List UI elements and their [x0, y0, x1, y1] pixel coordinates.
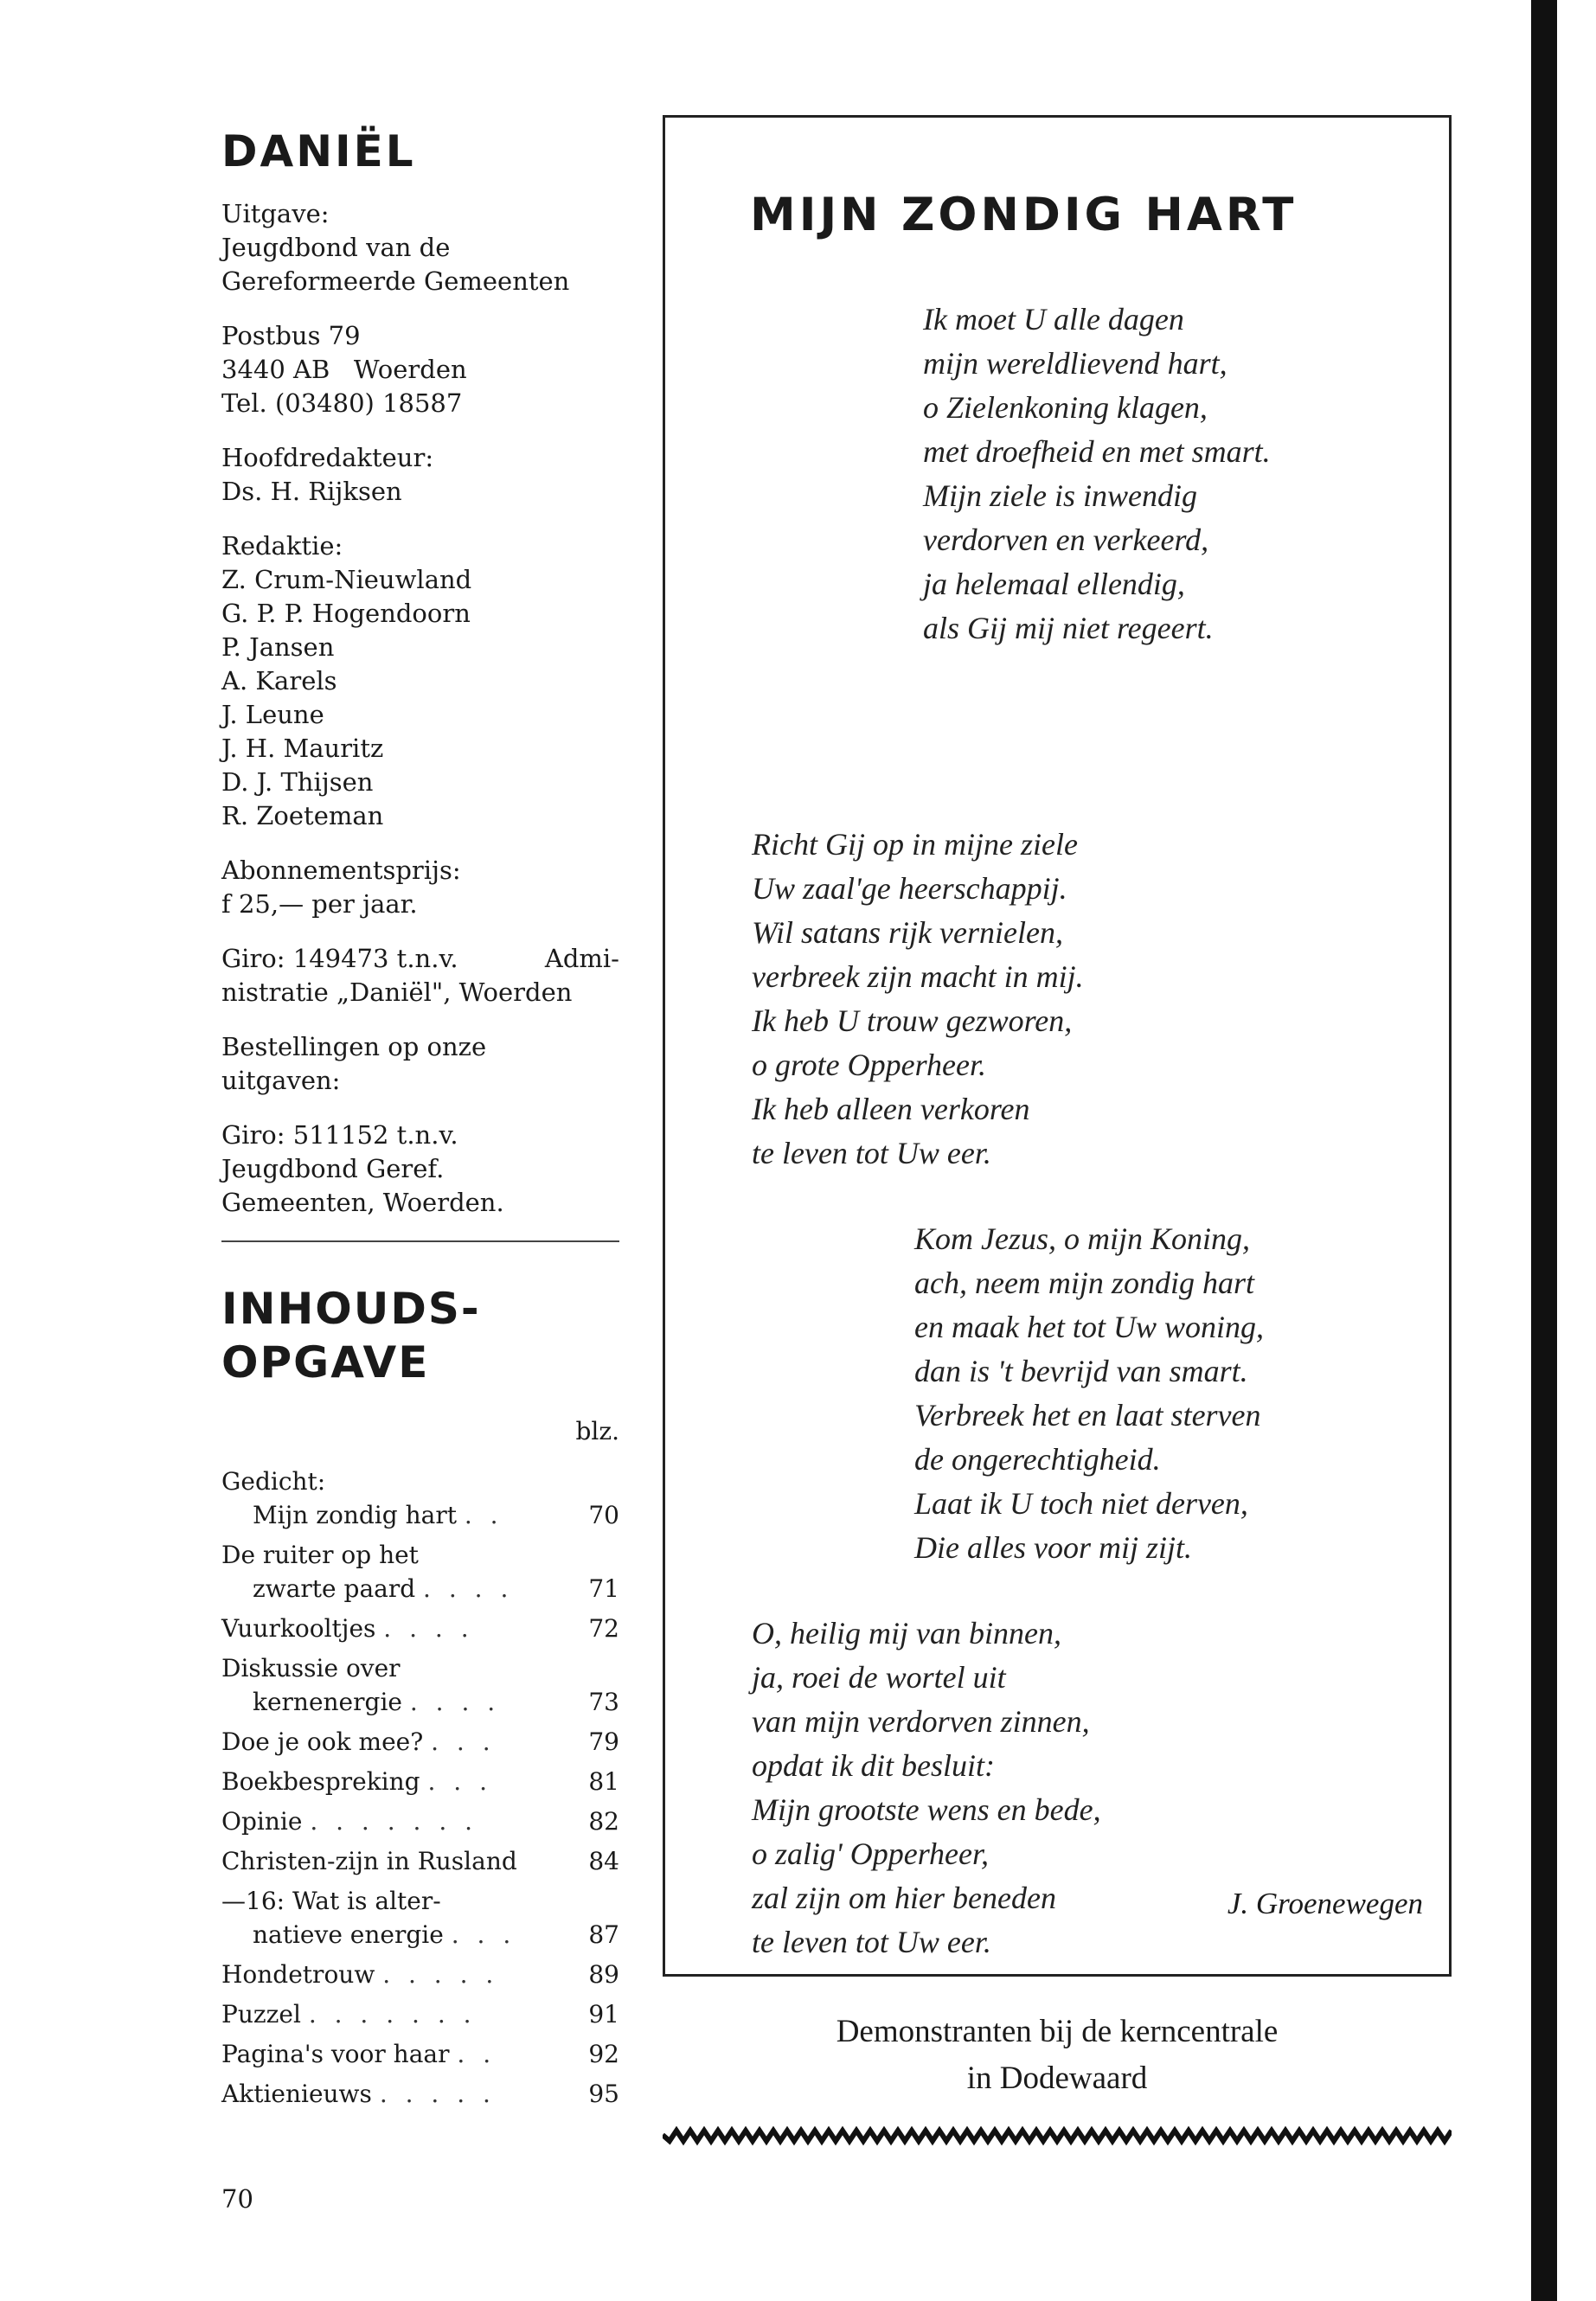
- toc-entry: [221, 1997, 619, 2031]
- toc-entry-label: Vuurkooltjes: [221, 1614, 376, 1643]
- toc-entry-label: zwarte paard: [253, 1574, 416, 1603]
- giro-block: [221, 942, 619, 1009]
- orders-giro: Giro: 511152 t.n.v.: [221, 1120, 458, 1150]
- toc-leader-dots: . . . . . . .: [308, 2000, 477, 2029]
- orders-giro-block: [221, 1118, 619, 1220]
- toc-entry-label: Boekbespreking: [221, 1767, 420, 1796]
- subscription-label: Abonnementsprijs:: [221, 856, 461, 885]
- publisher-line: Gereformeerde Gemeenten: [221, 266, 570, 296]
- toc-entry: [221, 1804, 619, 1838]
- toc-entry-line: [221, 1958, 619, 1991]
- poem-line: Uw zaal'ge heerschappij.: [752, 871, 1067, 906]
- toc-entry-label: natieve energie: [253, 1920, 444, 1949]
- toc-entry-title: —16: Wat is alter-: [221, 1887, 441, 1915]
- orders-line: Gemeenten, Woerden.: [221, 1188, 504, 1217]
- poem-line: Richt Gij op in mijne ziele: [752, 827, 1078, 862]
- toc-page-number: 81: [588, 1767, 619, 1796]
- poem-line: mijn wereldlievend hart,: [923, 346, 1227, 381]
- toc-page-number: 82: [588, 1807, 619, 1836]
- toc-entry-line: [221, 1572, 619, 1606]
- toc-leader-dots: . . . . .: [382, 1960, 499, 1989]
- toc-entry-title: Gedicht:: [221, 1467, 326, 1496]
- redaction-member: P. Jansen: [221, 632, 335, 662]
- poem-line: Die alles voor mij zijt.: [914, 1530, 1192, 1565]
- photo-caption: [663, 2009, 1452, 2102]
- left-column: [221, 126, 619, 2117]
- phone-line: Tel. (03480) 18587: [221, 388, 463, 418]
- toc-entry-label: Opinie: [221, 1807, 303, 1836]
- toc-page-number: 91: [588, 2000, 619, 2029]
- redaction-member: R. Zoeteman: [221, 801, 384, 830]
- toc-entry: [221, 2037, 619, 2071]
- giro-admin-hyphen: Admi-: [544, 944, 619, 973]
- orders-line: Jeugdbond Geref.: [221, 1154, 445, 1183]
- toc-entry: [221, 1651, 619, 1719]
- toc-entry: [221, 1725, 619, 1759]
- toc-page-number: 89: [588, 1960, 619, 1989]
- toc-title: [221, 1282, 619, 1389]
- redaction-member: A. Karels: [221, 666, 337, 695]
- editor-label: Hoofdredakteur:: [221, 443, 434, 472]
- toc-title-line: INHOUDS-: [221, 1284, 481, 1334]
- toc-entry: [221, 1538, 619, 1606]
- toc-entry-line: [221, 1804, 619, 1838]
- poem-line: Laat ik U toch niet derven,: [914, 1486, 1248, 1521]
- toc-entry: [221, 1612, 619, 1645]
- toc-leader-dots: . . . .: [383, 1614, 474, 1643]
- toc-entry: [221, 1765, 619, 1798]
- poem-line: Verbreek het en laat sterven: [914, 1398, 1261, 1433]
- caption-line: in Dodewaard: [966, 2061, 1148, 2096]
- subscription-price: f 25,— per jaar.: [221, 889, 418, 919]
- toc-entry-line: [221, 1918, 619, 1952]
- poem-stanza-1: [923, 298, 1271, 651]
- poem-line: Ik moet U alle dagen: [923, 302, 1184, 336]
- poem-line: o grote Opperheer.: [752, 1048, 986, 1082]
- orders-block: [221, 1030, 619, 1098]
- poem-line: ja, roei de wortel uit: [752, 1660, 1006, 1695]
- toc-title-line: OPGAVE: [221, 1337, 430, 1388]
- poem-line: zal zijn om hier beneden: [752, 1881, 1056, 1915]
- poem-line: o Zielenkoning klagen,: [923, 390, 1208, 425]
- toc-entry-line: [221, 1725, 619, 1759]
- section-divider: [221, 1240, 619, 1242]
- poem-author: J. Groenewegen: [1227, 1887, 1423, 1920]
- redaction-block: [221, 529, 619, 833]
- toc-page-number: 73: [588, 1688, 619, 1716]
- wave-line: [663, 2131, 1452, 2141]
- giro-admin-line: nistratie „Daniël", Woerden: [221, 977, 573, 1007]
- orders-line: uitgaven:: [221, 1066, 341, 1095]
- redaction-member: J. Leune: [221, 700, 324, 729]
- toc-page-number: 70: [588, 1501, 619, 1529]
- toc-entry-line: [221, 1844, 619, 1878]
- toc-page-number: 72: [588, 1614, 619, 1643]
- toc-leader-dots: . . . . .: [379, 2080, 496, 2108]
- toc-entry: [221, 1465, 619, 1532]
- editor-name: Ds. H. Rijksen: [221, 477, 402, 506]
- redaction-member: D. J. Thijsen: [221, 767, 374, 797]
- toc-entry-label: Aktienieuws: [221, 2080, 372, 2108]
- toc-page-number: 79: [588, 1727, 619, 1756]
- publisher-label: Uitgave:: [221, 199, 330, 228]
- toc-entry-line: [221, 1612, 619, 1645]
- toc-entry-label: Hondetrouw: [221, 1960, 375, 1989]
- toc-leader-dots: . .: [464, 1501, 503, 1529]
- poem-line: o zalig' Opperheer,: [752, 1836, 990, 1871]
- publisher-line: Jeugdbond van de: [221, 233, 451, 262]
- toc-page-number: 92: [588, 2040, 619, 2068]
- redaction-label: Redaktie:: [221, 531, 343, 561]
- redaction-member: G. P. P. Hogendoorn: [221, 599, 471, 628]
- poem-line: en maak het tot Uw woning,: [914, 1310, 1264, 1344]
- toc-page-number: 95: [588, 2080, 619, 2108]
- toc-entry-label: Mijn zondig hart: [253, 1501, 457, 1529]
- poem-box: [663, 115, 1452, 1977]
- poem-line: dan is 't bevrijd van smart.: [914, 1354, 1248, 1388]
- caption-line: Demonstranten bij de kerncentrale: [836, 2014, 1279, 2049]
- address-block: [221, 319, 619, 420]
- toc-leader-dots: . .: [457, 2040, 497, 2068]
- toc-entry-line: [221, 1765, 619, 1798]
- toc-entry-title: Diskussie over: [221, 1654, 401, 1682]
- poem-line: ach, neem mijn zondig hart: [914, 1266, 1254, 1300]
- poem-stanza-3: [914, 1217, 1264, 1570]
- toc-entry-line: [221, 2077, 619, 2111]
- magazine-title: DANIËL: [221, 126, 416, 176]
- poem-line: Ik heb U trouw gezworen,: [752, 1003, 1073, 1038]
- poem-line: Kom Jezus, o mijn Koning,: [914, 1221, 1251, 1256]
- toc-list: [221, 1465, 619, 2111]
- toc-leader-dots: . . . . . . .: [310, 1807, 478, 1836]
- poem-title: MIJN ZONDIG HART: [750, 189, 1298, 241]
- poem-line: Mijn ziele is inwendig: [923, 478, 1197, 513]
- poem-stanza-4: [752, 1612, 1101, 1965]
- poem-line: ja helemaal ellendig,: [923, 567, 1185, 601]
- toc-entry: [221, 1844, 619, 1878]
- poem-line: te leven tot Uw eer.: [752, 1925, 991, 1959]
- editor-block: [221, 441, 619, 509]
- toc-leader-dots: . . . .: [423, 1574, 514, 1603]
- poem-line: Wil satans rijk vernielen,: [752, 915, 1063, 950]
- toc-entry-title: De ruiter op het: [221, 1541, 419, 1569]
- redaction-member: J. H. Mauritz: [221, 734, 384, 763]
- toc-page-number: 84: [588, 1847, 619, 1875]
- toc-entry-label: kernenergie: [253, 1688, 402, 1716]
- address-line: Postbus 79: [221, 321, 361, 350]
- page-number: 70: [221, 2184, 253, 2214]
- toc-page-number: 71: [588, 1574, 619, 1603]
- poem-line: opdat ik dit besluit:: [752, 1748, 995, 1783]
- redaction-member: Z. Crum-Nieuwland: [221, 565, 472, 594]
- poem-stanza-2: [752, 823, 1084, 1176]
- poem-line: de ongerechtigheid.: [914, 1442, 1161, 1477]
- toc-leader-dots: . . .: [451, 1920, 516, 1949]
- toc-entry-line: [221, 1685, 619, 1719]
- poem-line: met droefheid en met smart.: [923, 434, 1271, 469]
- toc-leader-dots: . . . .: [409, 1688, 501, 1716]
- toc-entry: [221, 1884, 619, 1952]
- toc-entry: [221, 2077, 619, 2111]
- orders-line: Bestellingen op onze: [221, 1032, 487, 1061]
- toc-entry-label: Pagina's voor haar: [221, 2040, 450, 2068]
- decorative-wave-border: [663, 2124, 1452, 2146]
- poem-line: O, heilig mij van binnen,: [752, 1616, 1061, 1650]
- toc-leader-dots: . . .: [431, 1727, 496, 1756]
- subscription-block: [221, 854, 619, 921]
- poem-line: Ik heb alleen verkoren: [752, 1092, 1030, 1126]
- toc-entry-line: [221, 1997, 619, 2031]
- toc-page-number: 87: [588, 1920, 619, 1949]
- poem-line: van mijn verdorven zinnen,: [752, 1704, 1090, 1739]
- toc-entry-line: [221, 2037, 619, 2071]
- toc-entry-line: [221, 1498, 619, 1532]
- toc-entry-label: Doe je ook mee?: [221, 1727, 424, 1756]
- poem-line: te leven tot Uw eer.: [752, 1136, 991, 1170]
- toc-entry: [221, 1958, 619, 1991]
- poem-line: Mijn grootste wens en bede,: [752, 1792, 1101, 1827]
- publisher-block: [221, 197, 619, 298]
- toc-leader-dots: . . .: [427, 1767, 493, 1796]
- toc-page-header: blz.: [575, 1417, 619, 1445]
- poem-line: als Gij mij niet regeert.: [923, 611, 1214, 645]
- giro-number: Giro: 149473 t.n.v.: [221, 944, 458, 973]
- toc-entry-label: Christen-zijn in Rusland: [221, 1847, 517, 1875]
- page-edge-bar: [1531, 0, 1557, 2301]
- address-line: 3440 AB Woerden: [221, 355, 467, 384]
- toc-entry-label: Puzzel: [221, 2000, 301, 2029]
- poem-line: verdorven en verkeerd,: [923, 522, 1209, 557]
- poem-line: verbreek zijn macht in mij.: [752, 959, 1084, 994]
- giro-line: [221, 942, 619, 976]
